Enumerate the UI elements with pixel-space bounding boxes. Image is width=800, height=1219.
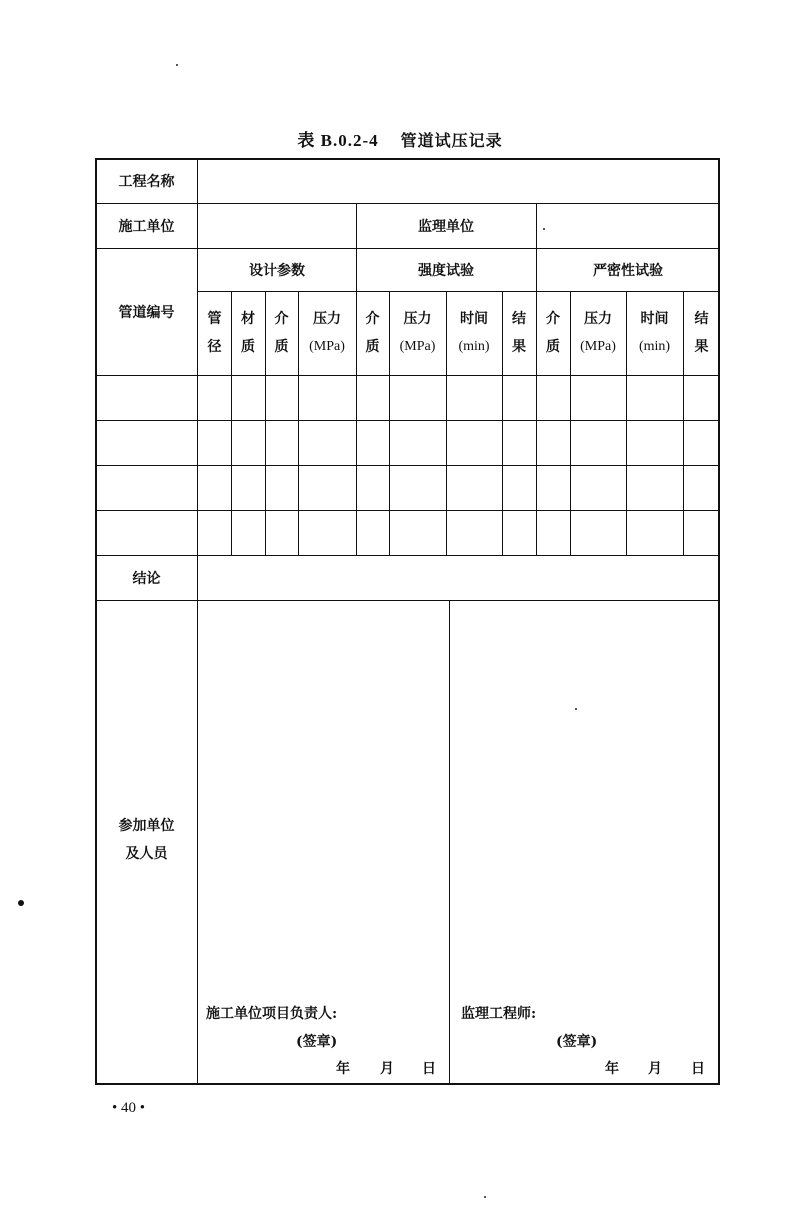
group-tightness-test: 严密性试验	[593, 262, 663, 279]
table-row[interactable]	[95, 465, 720, 510]
project-name-field[interactable]	[198, 158, 720, 203]
header-line: 时间	[460, 311, 488, 327]
col-header-design-pressure	[298, 291, 356, 375]
scan-speck	[484, 1196, 486, 1198]
participants-label-line: 参加单位	[118, 818, 175, 834]
col-header-tightness-medium	[536, 291, 570, 375]
page-number: • 40 •	[112, 1100, 146, 1116]
header-line: 质	[274, 339, 289, 355]
group-strength-test: 强度试验	[418, 262, 474, 279]
table-row[interactable]	[95, 510, 720, 555]
supervision-seal-label: (签章)	[556, 1034, 598, 1050]
header-line: 压力	[313, 311, 341, 327]
supervision-date-year: 年	[605, 1061, 619, 1077]
header-line: 管	[207, 311, 222, 327]
header-line: 结	[694, 311, 709, 327]
header-line: 果	[694, 339, 709, 355]
header-line: 压力	[403, 311, 432, 327]
scan-speck	[176, 64, 178, 66]
header-line: 介	[365, 311, 380, 327]
supervision-date-month: 月	[648, 1061, 662, 1077]
scan-speck	[543, 228, 545, 230]
col-header-material	[231, 291, 265, 375]
header-line: 介	[546, 311, 560, 327]
conclusion-label: 结论	[132, 570, 161, 587]
construction-unit-label: 施工单位	[118, 218, 175, 235]
supervision-date-day: 日	[691, 1061, 705, 1077]
header-line: 压力	[584, 311, 612, 327]
participants-label-line: 及人员	[125, 846, 168, 862]
header-line: 时间	[640, 311, 669, 327]
header-line: 质	[365, 339, 380, 355]
construction-seal-label: (签章)	[296, 1034, 338, 1050]
participants-label	[95, 800, 198, 880]
col-header-tightness-pressure	[570, 291, 626, 375]
col-header-tightness-result	[683, 291, 720, 375]
supervising-engineer-label: 监理工程师:	[461, 1006, 537, 1022]
header-unit: (MPa)	[309, 339, 345, 354]
header-line: 材	[241, 311, 255, 327]
construction-date-month: 月	[380, 1061, 394, 1077]
col-header-strength-medium	[356, 291, 389, 375]
header-line: 质	[546, 339, 560, 355]
header-line: 径	[207, 339, 222, 355]
header-line: 果	[512, 339, 526, 355]
header-unit: (min)	[638, 339, 671, 354]
header-line: 质	[241, 339, 255, 355]
col-header-tightness-time	[626, 291, 683, 375]
project-name-label: 工程名称	[118, 173, 175, 190]
group-design-params: 设计参数	[249, 262, 305, 279]
table-row[interactable]	[95, 420, 720, 465]
table-code: 表 B.0.2-4	[297, 131, 379, 150]
supervision-unit-field[interactable]	[536, 203, 720, 248]
scan-dot	[18, 900, 24, 906]
header-line: 介	[274, 311, 289, 327]
pipe-number-label: 管道编号	[118, 305, 175, 321]
supervision-signature-area[interactable]	[450, 600, 720, 995]
header-line: 结	[512, 311, 526, 327]
conclusion-field[interactable]	[198, 555, 720, 600]
scan-speck	[575, 708, 577, 710]
construction-unit-field[interactable]	[198, 203, 356, 248]
col-header-strength-result	[502, 291, 536, 375]
supervision-unit-label: 监理单位	[418, 218, 474, 235]
table-name: 管道试压记录	[400, 131, 503, 150]
table-row[interactable]	[95, 375, 720, 420]
col-header-design-medium	[265, 291, 298, 375]
construction-date-day: 日	[422, 1061, 436, 1077]
construction-manager-label: 施工单位项目负责人:	[206, 1006, 338, 1022]
col-header-diameter	[198, 291, 231, 375]
header-unit: (MPa)	[399, 339, 436, 354]
table-title	[0, 126, 800, 151]
col-header-strength-time	[446, 291, 502, 375]
construction-signature-area[interactable]	[198, 600, 449, 995]
header-unit: (MPa)	[580, 339, 616, 354]
header-unit: (min)	[458, 339, 490, 354]
col-header-strength-pressure	[389, 291, 446, 375]
construction-date-year: 年	[336, 1061, 350, 1077]
